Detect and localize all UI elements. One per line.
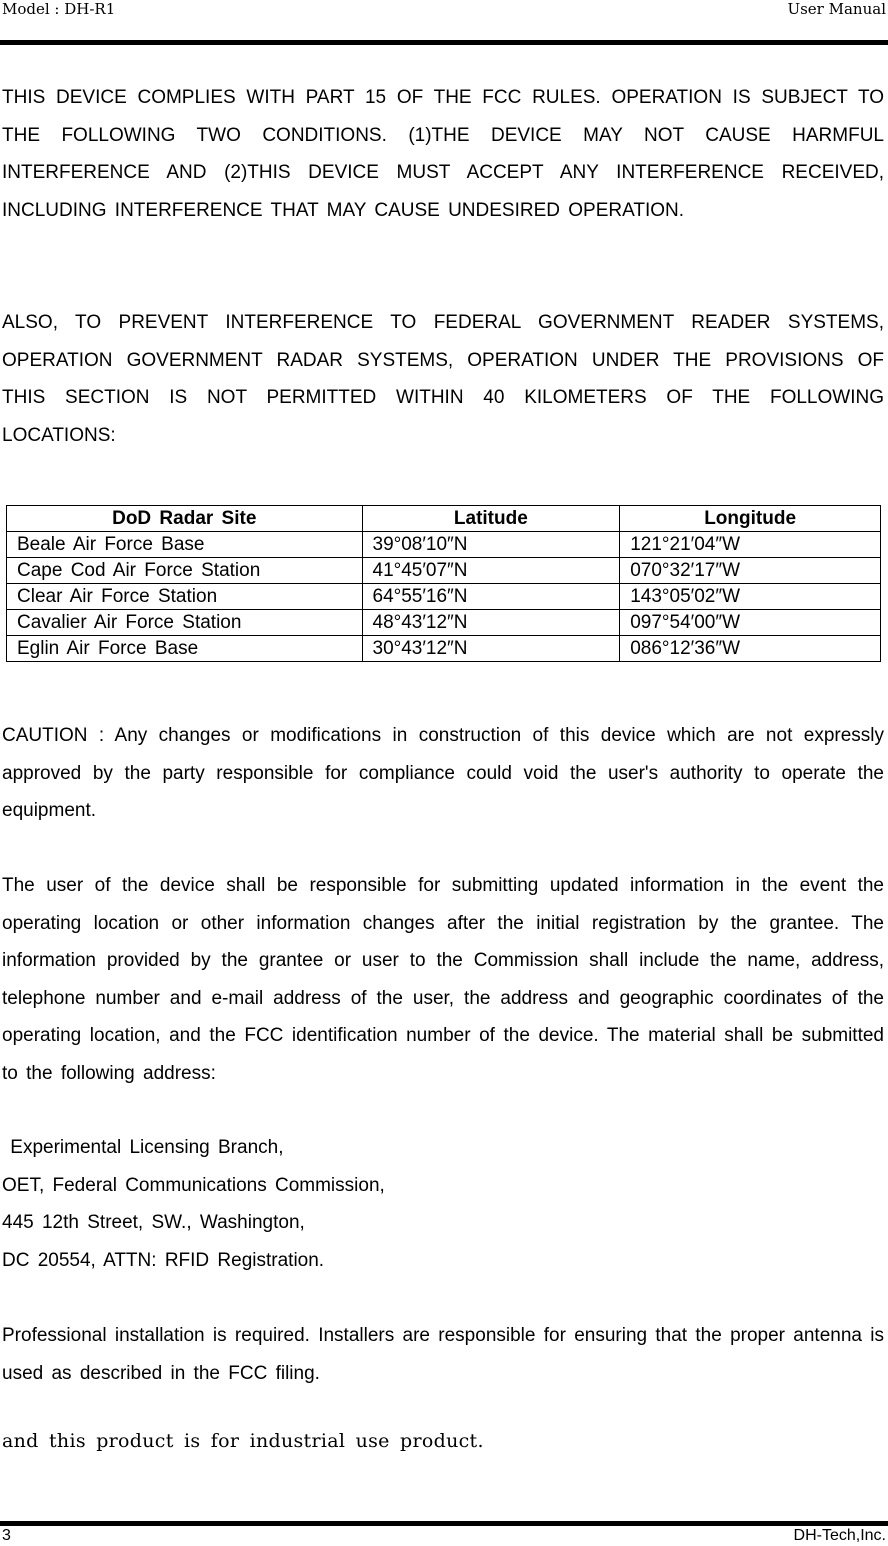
mailing-address	[2, 1129, 882, 1279]
site-name: Cavalier Air Force Station	[7, 610, 363, 636]
site-name: Eglin Air Force Base	[7, 636, 363, 662]
site-latitude: 48°43′12″N	[362, 610, 620, 636]
address-line: OET, Federal Communications Commission,	[2, 1174, 385, 1196]
table-row	[7, 636, 881, 662]
footer-company: DH-Tech,Inc.	[793, 1527, 886, 1544]
footer-rule	[0, 1521, 888, 1526]
column-header-latitude: Latitude	[362, 506, 620, 532]
user-responsibility-paragraph: The user of the device shall be responsible for submitting updated information in the event the operating location or other information changes after the initial registration by the grantee. The information provided by the grantee or user to the Commission shall include the name, address, telephone number and e-mail address of the user, the address and geographic coordinates of the operating location, and the FCC identification number of the device. The material shall be submitted to the following address:	[2, 875, 884, 1084]
table-row	[7, 610, 881, 636]
address-line: 445 12th Street, SW., Washington,	[2, 1212, 305, 1233]
page-footer	[0, 1527, 888, 1546]
table-row	[7, 532, 881, 558]
site-longitude: 086°12′36″W	[620, 636, 881, 662]
site-longitude: 070°32′17″W	[620, 558, 881, 584]
site-longitude: 097°54′00″W	[620, 610, 881, 636]
table-row	[7, 558, 881, 584]
site-name: Beale Air Force Base	[7, 532, 363, 558]
industrial-use-note: and this product is for industrial use product.	[2, 1430, 484, 1452]
interference-locations-paragraph: ALSO, TO PREVENT INTERFERENCE TO FEDERAL GOVERNMENT READER SYSTEMS, OPERATION GOVERNMENT RADAR SYSTEMS, OPERATION UNDER THE PROVISIONS OF THIS SECTION IS NOT PERMITTED WITHIN 40 KILOMETERS OF THE FOLLOWING LOCATIONS:	[2, 312, 884, 446]
fcc-compliance-paragraph: THIS DEVICE COMPLIES WITH PART 15 OF THE FCC RULES. OPERATION IS SUBJECT TO THE FOLLOWING TWO CONDITIONS. (1)THE DEVICE MAY NOT CAUSE HARMFUL INTERFERENCE AND (2)THIS DEVICE MUST ACCEPT ANY INTERFERENCE RECEIVED, INCLUDING INTERFERENCE THAT MAY CAUSE UNDESIRED OPERATION.	[2, 87, 884, 221]
column-header-longitude: Longitude	[620, 506, 881, 532]
site-latitude: 39°08′10″N	[362, 532, 620, 558]
page-header	[0, 0, 888, 20]
professional-installation-paragraph: Professional installation is required. Installers are responsible for ensuring that the proper antenna is used as described in the FCC filing.	[2, 1325, 884, 1384]
table-row	[7, 584, 881, 610]
site-latitude: 30°43′12″N	[362, 636, 620, 662]
site-name: Cape Cod Air Force Station	[7, 558, 363, 584]
radar-site-table	[6, 505, 881, 662]
address-line: DC 20554, ATTN: RFID Registration.	[2, 1249, 325, 1271]
caution-paragraph: CAUTION : Any changes or modifications in construction of this device which are not expressly approved by the party responsible for compliance could void the user's authority to operate the equipment.	[2, 725, 884, 821]
site-name: Clear Air Force Station	[7, 584, 363, 610]
column-header-site: DoD Radar Site	[7, 506, 363, 532]
site-latitude: 41°45′07″N	[362, 558, 620, 584]
table-header-row	[7, 506, 881, 532]
site-longitude: 121°21′04″W	[620, 532, 881, 558]
address-line: Experimental Licensing Branch,	[2, 1137, 284, 1158]
header-model: Model : DH-R1	[2, 0, 116, 18]
header-rule	[0, 40, 888, 45]
site-longitude: 143°05′02″W	[620, 584, 881, 610]
header-manual-title: User Manual	[787, 0, 886, 18]
page-number: 3	[2, 1527, 11, 1544]
site-latitude: 64°55′16″N	[362, 584, 620, 610]
